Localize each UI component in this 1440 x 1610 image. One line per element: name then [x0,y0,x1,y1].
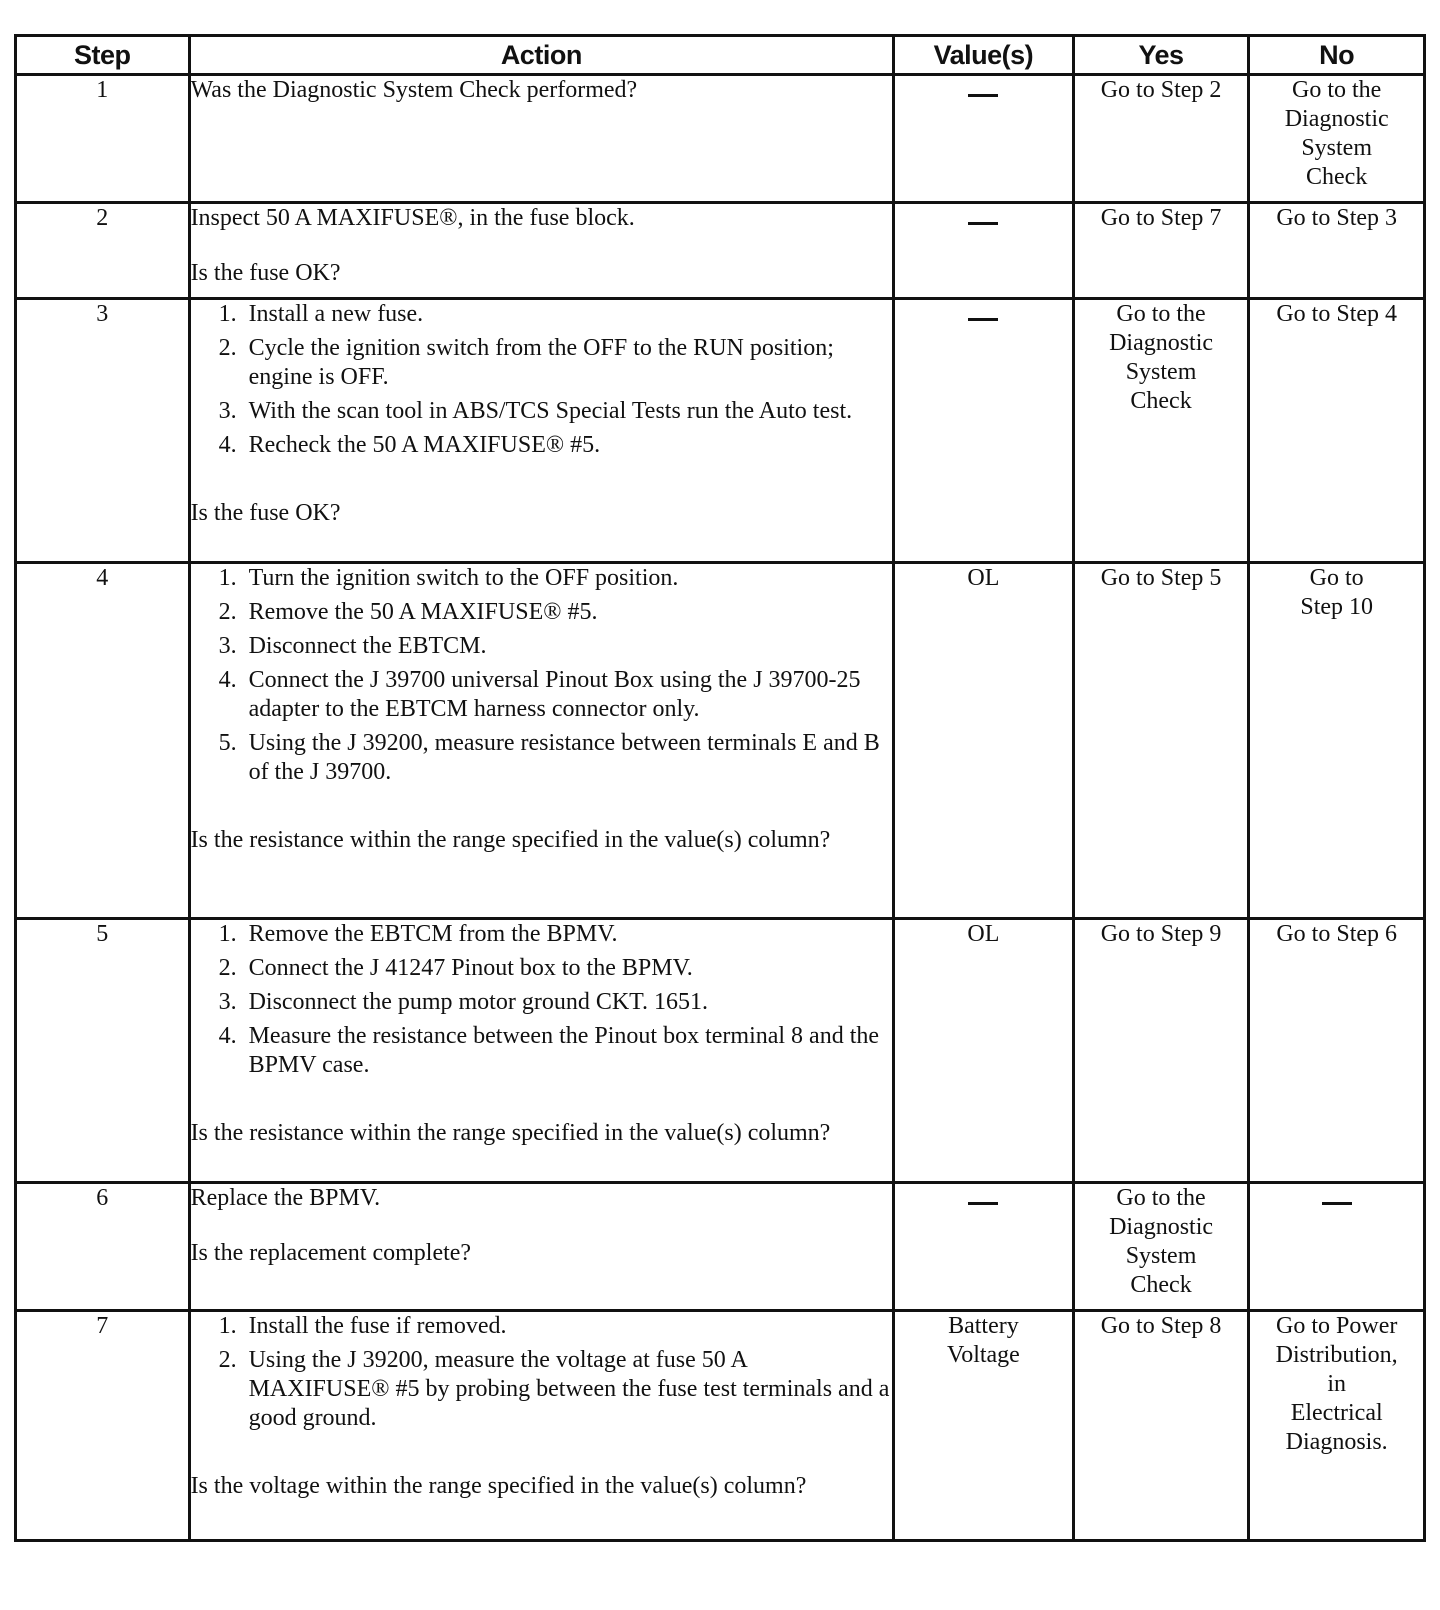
value-line: Battery [948,1313,1019,1339]
action-instruction: Replace the BPMV. [190,1185,381,1211]
action-step-item [219,397,893,426]
action-step-item [219,729,893,787]
yes-line: System [1125,359,1197,385]
no-text [1250,76,1423,192]
action-step-text: Remove the EBTCM from the BPMV. [248,921,618,947]
action-steps-list [191,1312,893,1433]
diagnostic-table [14,34,1426,1542]
no-line: Diagnosis. [1285,1429,1388,1455]
value-text [895,564,1072,593]
yes-cell [1073,1183,1249,1311]
yes-line: Go to Step 5 [1100,565,1222,591]
step-cell: 4 [16,563,190,919]
header-action: Action [189,36,894,75]
yes-cell [1073,1311,1249,1541]
no-cell [1249,203,1425,299]
spacer [191,1438,893,1472]
value-text [895,1312,1072,1370]
action-cell [189,75,894,203]
step-cell: 1 [16,75,190,203]
action-step-text: Using the J 39200, measure the voltage at fuse 50 A MAXIFUSE® #5 by probing between the fuse test terminals and a good ground. [248,1347,890,1431]
action-cell [189,563,894,919]
action-step-text: Measure the resistance between the Pinout box terminal 8 and the BPMV case. [248,1023,880,1078]
action-step-item [219,988,893,1017]
yes-line: Check [1130,388,1192,414]
action-step-item [219,954,893,983]
no-text [1250,564,1423,622]
value-text [895,76,1072,105]
spacer [191,233,893,259]
no-line: Step 10 [1300,594,1374,620]
action-step-item [219,334,893,392]
action-step-item [219,666,893,724]
action-question: Is the resistance within the range specified in the value(s) column? [190,827,831,853]
no-line: Check [1306,164,1368,190]
yes-text [1075,920,1248,949]
action-question: Is the replacement complete? [190,1240,472,1266]
step-cell: 2 [16,203,190,299]
step-cell: 7 [16,1311,190,1541]
action-step-number: 4. [218,667,237,693]
action-step-number: 4. [218,432,237,458]
no-cell [1249,919,1425,1183]
no-text [1250,1184,1423,1213]
action-question: Is the fuse OK? [190,260,341,286]
value-cell [894,1183,1074,1311]
yes-text [1075,204,1248,233]
action-step-number: 3. [218,398,237,424]
table-row [16,1311,1425,1541]
yes-text [1075,564,1248,593]
document-page [14,34,1426,1542]
step-cell: 3 [16,299,190,563]
action-cell [189,1183,894,1311]
no-line: Go to Power [1276,1313,1398,1339]
table-row [16,203,1425,299]
table-row [16,563,1425,919]
action-question: Is the resistance within the range specified in the value(s) column? [190,1120,831,1146]
table-row [16,75,1425,203]
dash-placeholder [968,1202,998,1205]
action-step-number: 5. [218,730,237,756]
spacer [191,792,893,826]
action-instruction: Was the Diagnostic System Check performed? [190,77,638,103]
action-step-number: 3. [218,989,237,1015]
table-body [16,75,1425,1541]
value-cell [894,203,1074,299]
value-cell [894,75,1074,203]
dash-placeholder [968,94,998,97]
action-step-text: Turn the ignition switch to the OFF position. [248,565,679,591]
yes-cell [1073,563,1249,919]
no-line: Go to Step 6 [1276,921,1398,947]
no-text [1250,920,1423,949]
table-row [16,1183,1425,1311]
yes-cell [1073,75,1249,203]
action-step-number: 2. [218,1347,237,1373]
yes-line: Check [1130,1272,1192,1298]
yes-line: Go to the [1116,301,1206,327]
dash-placeholder [1322,1202,1352,1205]
no-line: Diagnostic [1284,106,1389,132]
action-cell [189,919,894,1183]
no-text [1250,204,1423,233]
no-line: Go to Step 4 [1276,301,1398,327]
yes-line: Go to the [1116,1185,1206,1211]
no-cell [1249,563,1425,919]
no-cell [1249,75,1425,203]
no-text [1250,300,1423,329]
value-text [895,300,1072,329]
table-row [16,919,1425,1183]
action-step-number: 4. [218,1023,237,1049]
action-step-text: Disconnect the EBTCM. [248,633,487,659]
action-cell [189,299,894,563]
value-line: OL [967,921,1000,947]
action-step-number: 3. [218,633,237,659]
action-cell [189,203,894,299]
yes-line: Go to Step 7 [1100,205,1222,231]
action-step-text: Remove the 50 A MAXIFUSE® #5. [248,599,598,625]
value-text [895,204,1072,233]
action-step-text: Connect the J 41247 Pinout box to the BPMV. [248,955,693,981]
value-cell [894,1311,1074,1541]
header-step: Step [16,36,190,75]
value-line: OL [967,565,1000,591]
yes-text [1075,300,1248,416]
header-values: Value(s) [894,36,1074,75]
yes-text [1075,1184,1248,1300]
action-step-number: 1. [218,921,237,947]
yes-line: Go to Step 8 [1100,1313,1222,1339]
action-instruction: Inspect 50 A MAXIFUSE®, in the fuse block. [190,205,635,231]
action-step-item [219,564,893,593]
action-step-number: 2. [218,955,237,981]
no-cell [1249,1311,1425,1541]
action-cell [189,1311,894,1541]
action-step-item [219,300,893,329]
no-line: Distribution, [1275,1342,1398,1368]
spacer [191,1085,893,1119]
no-line: Go to [1309,565,1364,591]
dash-placeholder [968,318,998,321]
action-step-text: Disconnect the pump motor ground CKT. 1651. [248,989,709,1015]
yes-line: Go to Step 2 [1100,77,1222,103]
action-step-item [219,632,893,661]
action-step-number: 2. [218,335,237,361]
no-text [1250,1312,1423,1457]
no-line: Go to Step 3 [1276,205,1398,231]
no-cell [1249,299,1425,563]
header-row [16,36,1425,75]
table-row [16,299,1425,563]
action-steps-list [191,564,893,787]
header-yes: Yes [1073,36,1249,75]
step-cell: 5 [16,919,190,1183]
step-cell: 6 [16,1183,190,1311]
spacer [191,1213,893,1239]
action-question: Is the fuse OK? [190,500,341,526]
action-step-text: Install the fuse if removed. [248,1313,507,1339]
no-line: in [1327,1371,1347,1397]
action-step-item [219,1022,893,1080]
no-line: Go to the [1292,77,1382,103]
value-line: Voltage [946,1342,1020,1368]
action-step-item [219,598,893,627]
action-step-item [219,920,893,949]
action-step-text: Cycle the ignition switch from the OFF to the RUN position; engine is OFF. [248,335,834,390]
no-line: Electrical [1290,1400,1383,1426]
action-question: Is the voltage within the range specified in the value(s) column? [190,1473,807,1499]
yes-text [1075,1312,1248,1341]
yes-line: Go to Step 9 [1100,921,1222,947]
yes-line: Diagnostic [1109,330,1214,356]
action-step-text: Recheck the 50 A MAXIFUSE® #5. [248,432,601,458]
no-cell [1249,1183,1425,1311]
action-step-text: Using the J 39200, measure resistance between terminals E and B of the J 39700. [248,730,880,785]
header-no: No [1249,36,1425,75]
value-cell [894,563,1074,919]
spacer [191,465,893,499]
action-step-item [219,1346,893,1433]
action-steps-list [191,300,893,460]
action-step-number: 2. [218,599,237,625]
action-step-text: Connect the J 39700 universal Pinout Box using the J 39700-25 adapter to the EBTCM harness connector only. [248,667,861,722]
value-text [895,1184,1072,1213]
value-text [895,920,1072,949]
yes-line: System [1125,1243,1197,1269]
yes-cell [1073,299,1249,563]
value-cell [894,299,1074,563]
yes-cell [1073,919,1249,1183]
value-cell [894,919,1074,1183]
dash-placeholder [968,222,998,225]
action-step-text: Install a new fuse. [248,301,424,327]
action-step-item [219,1312,893,1341]
action-step-item [219,431,893,460]
no-line: System [1301,135,1373,161]
yes-cell [1073,203,1249,299]
action-steps-list [191,920,893,1080]
action-step-number: 1. [218,565,237,591]
action-step-number: 1. [218,301,237,327]
action-step-text: With the scan tool in ABS/TCS Special Tests run the Auto test. [248,398,853,424]
action-step-number: 1. [218,1313,237,1339]
yes-line: Diagnostic [1109,1214,1214,1240]
yes-text [1075,76,1248,105]
